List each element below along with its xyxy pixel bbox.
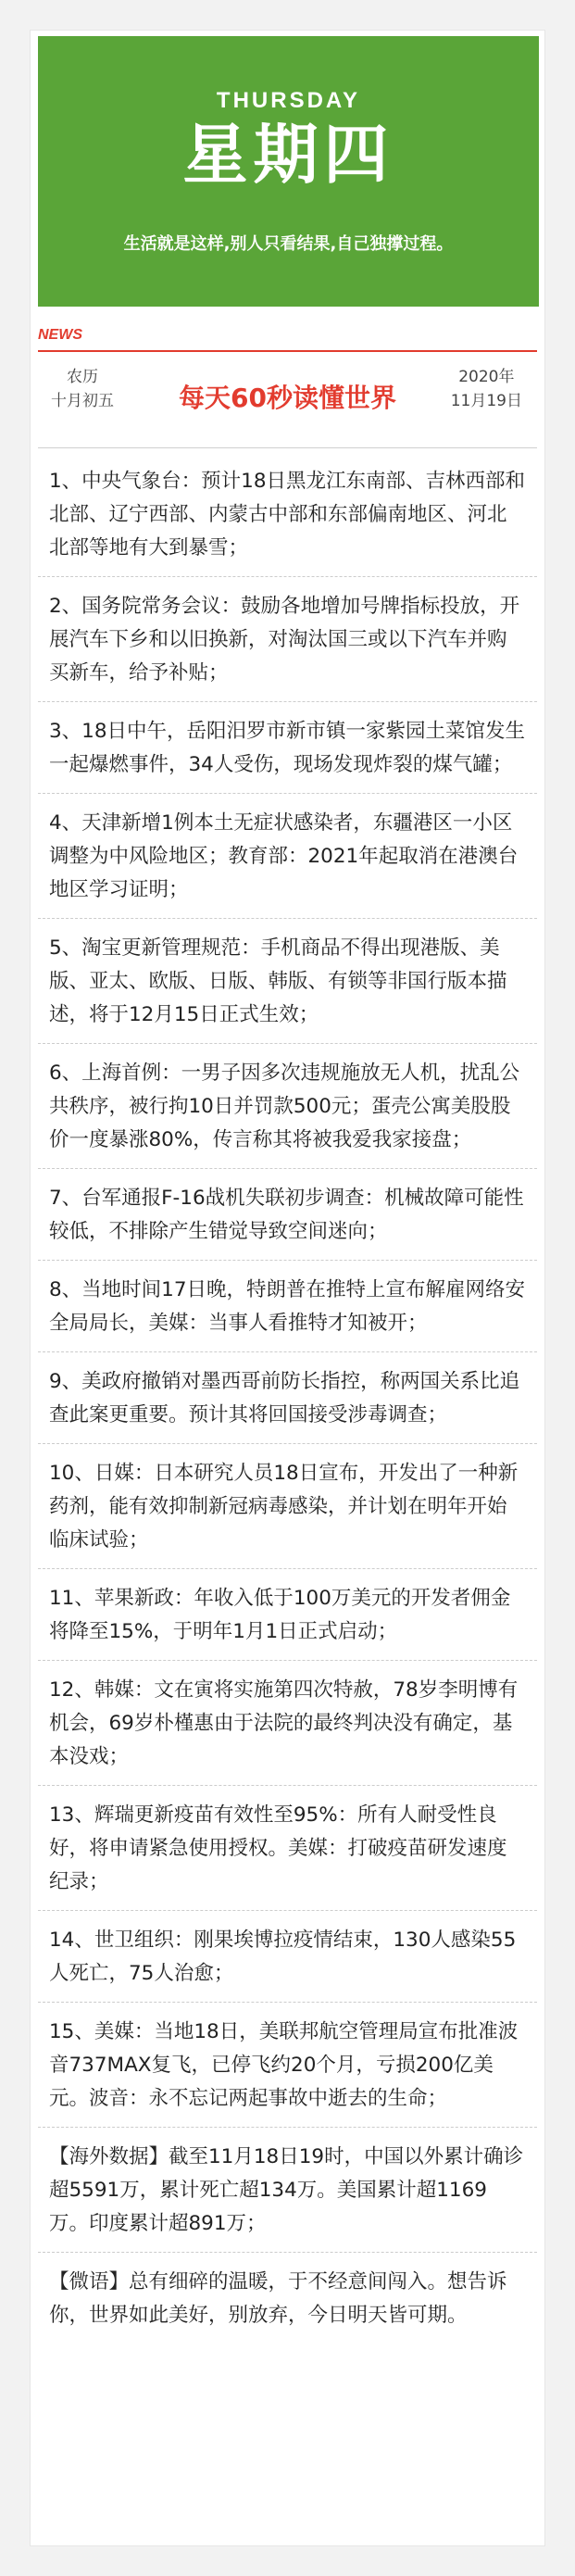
news-tag: NEWS — [38, 327, 82, 343]
news-item: 15、美媒：当地18日，美联邦航空管理局宣布批准波音737MAX复飞，已停飞约20个月，亏损200亿美元。波音：永不忘记两起事故中逝去的生命； — [38, 2003, 537, 2128]
gregorian-month-day: 11月19日 — [450, 392, 522, 410]
news-item: 3、18日中午，岳阳汨罗市新市镇一家紫园土菜馆发生一起爆燃事件，34人受伤，现场发现炸裂的煤气罐； — [38, 702, 537, 794]
news-item: 7、台军通报F-16战机失联初步调查：机械故障可能性较低，不排除产生错觉导致空间迷向； — [38, 1169, 537, 1261]
lunar-day: 十月初五 — [51, 392, 114, 410]
weekday-chinese: 星期四 — [182, 117, 394, 193]
news-item: 10、日媒：日本研究人员18日宣布，开发出了一种新药剂，能有效抑制新冠病毒感染，并计划在明年开始临床试验； — [38, 1444, 537, 1569]
news-item: 6、上海首例：一男子因多次违规施放无人机，扰乱公共秩序，被行拘10日并罚款500元；蛋壳公寓美股股价一度暴涨80%，传言称其将被我爱我家接盘； — [38, 1044, 537, 1169]
news-item: 2、国务院常务会议：鼓励各地增加号牌指标投放，开展汽车下乡和以旧换新，对淘汰国三或以下汽车并购买新车，给予补贴； — [38, 577, 537, 702]
date-divider — [38, 447, 537, 448]
news-item: 9、美政府撤销对墨西哥前防长指控，称两国关系比追查此案更重要。预计其将回国接受涉毒调查； — [38, 1352, 537, 1444]
banner-slogan: 生活就是这样,别人只看结果,自己独撑过程。 — [123, 234, 454, 254]
news-item: 11、苹果新政：年收入低于100万美元的开发者佣金将降至15%，于明年1月1日正式启动； — [38, 1569, 537, 1661]
gregorian-date — [451, 365, 522, 413]
news-item: 8、当地时间17日晚，特朗普在推特上宣布解雇网络安全局局长，美媒：当事人看推特才知被开； — [38, 1261, 537, 1352]
news-item: 1、中央气象台：预计18日黑龙江东南部、吉林西部和北部、辽宁西部、内蒙古中部和东部偏南地区、河北北部等地有大到暴雪； — [38, 452, 537, 577]
lunar-label: 农历 — [67, 368, 98, 386]
quote-item: 【微语】总有细碎的温暖，于不经意间闯入。想告诉你，世界如此美好，别放弃，今日明天皆可期。 — [49, 2270, 507, 2327]
news-item: 4、天津新增1例本土无症状感染者，东疆港区一小区调整为中风险地区；教育部：2021年起取消在港澳台地区学习证明； — [38, 794, 537, 919]
weekday-english: THURSDAY — [216, 88, 361, 113]
news-item: 5、淘宝更新管理规范：手机商品不得出现港版、美版、亚太、欧版、日版、韩版、有锁等非国行版本描述，将于12月15日正式生效； — [38, 919, 537, 1044]
news-item: 12、韩媒：文在寅将实施第四次特赦，78岁李明博有机会，69岁朴槿惠由于法院的最终判决没有确定，基本没戏； — [38, 1661, 537, 1786]
weekday-banner — [38, 36, 539, 307]
news-item: 13、辉瑞更新疫苗有效性至95%：所有人耐受性良好，将申请紧急使用授权。美媒：打破疫苗研发速度纪录； — [38, 1786, 537, 1911]
date-row — [38, 359, 537, 447]
news-list — [38, 452, 537, 2538]
news-divider — [38, 350, 537, 352]
news-item: 14、世卫组织：刚果埃博拉疫情结束，130人感染55人死亡，75人治愈； — [38, 1911, 537, 2003]
gregorian-year: 2020年 — [458, 368, 515, 386]
news-card — [30, 30, 545, 2546]
overseas-data-item: 【海外数据】截至11月18日19时，中国以外累计确诊超5591万，累计死亡超134万。美国累计超1169万。印度累计超891万； — [38, 2128, 537, 2253]
headline: 每天60秒读懂世界 — [179, 383, 396, 413]
